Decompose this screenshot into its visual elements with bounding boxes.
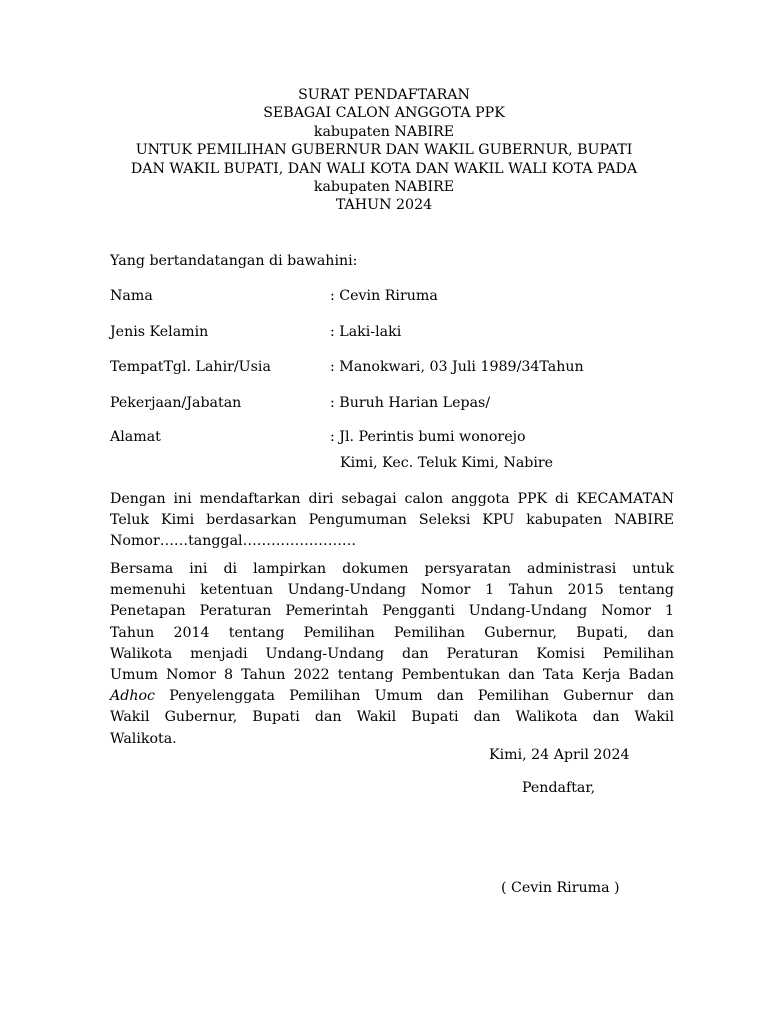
field-alamat-line2: Kimi, Kec. Teluk Kimi, Nabire [340, 455, 554, 471]
paragraph-line: Bersama ini di lampirkan dokumen persyaratan administrasi untuk [110, 561, 674, 577]
paragraph-line: Walikota menjadi Undang-Undang dan Peraturan Komisi Pemilihan [110, 645, 674, 662]
signature-name: ( Cevin Riruma ) [501, 880, 620, 896]
field-value: : Jl. Perintis bumi wonorejo [330, 429, 526, 445]
field-value: : Manokwari, 03 Juli 1989/34Tahun [330, 359, 584, 375]
paragraph-attachment [110, 559, 674, 750]
paragraph-line: Umum Nomor 8 Tahun 2022 tentang Pembentukan dan Tata Kerja Badan [110, 666, 674, 683]
title-line: SEBAGAI CALON ANGGOTA PPK [263, 105, 505, 122]
paragraph-line: Walikota. [110, 730, 177, 747]
intro-text: Yang bertandatangan di bawahini: [110, 253, 358, 269]
paragraph-registration [110, 489, 674, 553]
field-alamat [110, 429, 710, 449]
title-line: kabupaten NABIRE [313, 123, 455, 140]
signature-date: Kimi, 24 April 2024 [489, 747, 630, 763]
field-label: Pekerjaan/Jabatan [110, 395, 242, 411]
paragraph-line: Nomor……tanggal…………………… [110, 533, 357, 550]
italic-term: Adhoc [110, 688, 155, 705]
paragraph-line: Wakil Gubernur, Bupati dan Wakil Bupati dan Walikota dan Wakil [110, 709, 674, 726]
field-jenis-kelamin [110, 324, 710, 344]
title-line: TAHUN 2024 [335, 197, 433, 214]
field-pekerjaan [110, 395, 710, 415]
field-ttl [110, 359, 710, 379]
title-line: SURAT PENDAFTARAN [298, 87, 470, 103]
paragraph-line: Dengan ini mendaftarkan diri sebagai calon anggota PPK di KECAMATAN [110, 491, 674, 507]
field-label: Nama [110, 288, 153, 304]
paragraph-line: Penetapan Peraturan Pemerintah Pengganti Undang-Undang Nomor 1 [110, 603, 674, 620]
field-nama [110, 288, 710, 308]
paragraph-line: memenuhi ketentuan Undang-Undang Nomor 1 Tahun 2015 tentang [110, 582, 674, 599]
field-label: Alamat [110, 429, 161, 445]
field-label: TempatTgl. Lahir/Usia [110, 359, 271, 375]
signature-role: Pendaftar, [522, 780, 596, 796]
paragraph-line: Teluk Kimi berdasarkan Pengumuman Seleksi KPU kabupaten NABIRE [110, 512, 674, 529]
document-title [60, 86, 708, 215]
title-line: UNTUK PEMILIHAN GUBERNUR DAN WAKIL GUBERNUR, BUPATI [135, 142, 633, 159]
title-line: DAN WAKIL BUPATI, DAN WALI KOTA DAN WAKIL WALI KOTA PADA [130, 160, 638, 177]
paragraph-line-adhoc [110, 686, 674, 707]
field-value: : Cevin Riruma [330, 288, 438, 304]
field-label: Jenis Kelamin [110, 324, 209, 340]
title-line: kabupaten NABIRE [313, 179, 455, 196]
field-value: : Laki-laki [330, 324, 402, 340]
paragraph-line: Tahun 2014 tentang Pemilihan Pemilihan Gubernur, Bupati, dan [110, 624, 674, 641]
paragraph-line-rest: Penyelenggata Pemilihan Umum dan Pemilihan Gubernur dan [154, 688, 674, 705]
field-value: : Buruh Harian Lepas/ [330, 395, 491, 411]
